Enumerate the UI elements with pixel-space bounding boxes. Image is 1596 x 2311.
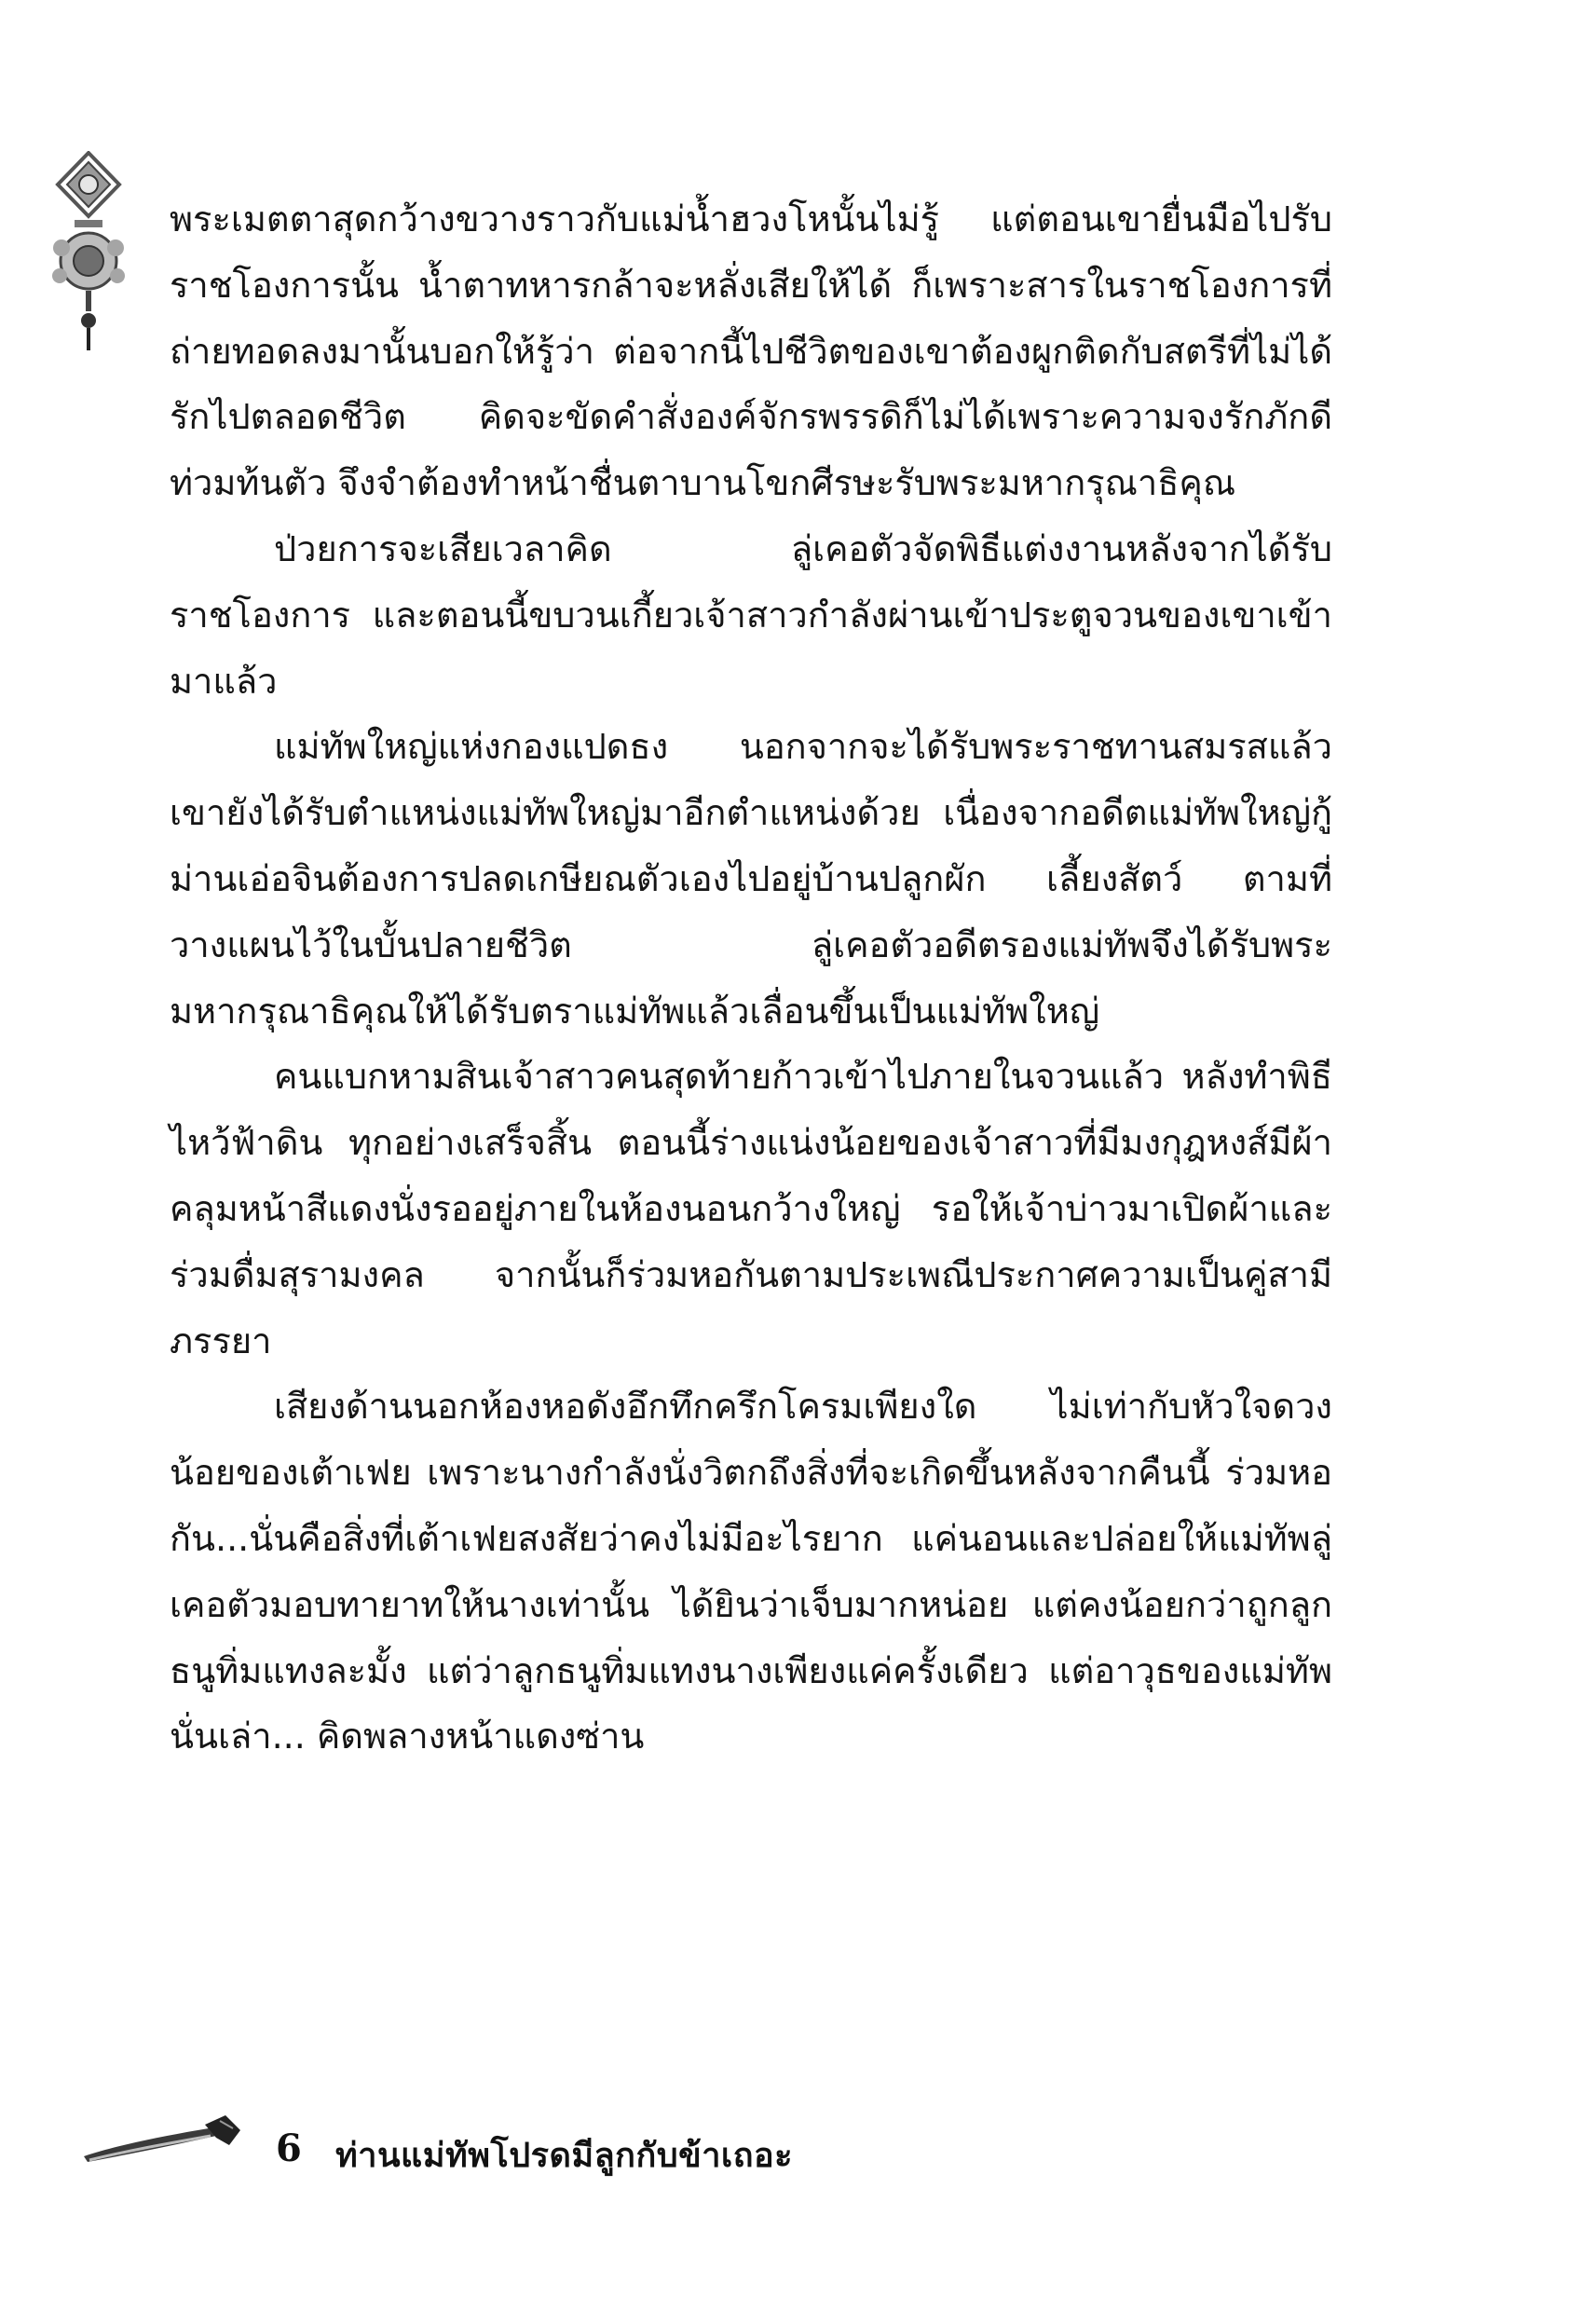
paragraph: ป่วยการจะเสียเวลาคิด ลู่เคอตัวจัดพิธีแต่งงานหลังจากได้รับราชโองการ และตอนนี้ขบวนเกี้ยวเจ้าสาวกำลังผ่านเข้าประตูจวนของเขาเข้ามาแล้ว [170,527,1332,702]
brush-stroke-icon [80,2108,244,2167]
paragraph: เสียงด้านนอกห้องหอดังอึกทึกครึกโครมเพียงใด ไม่เท่ากับหัวใจดวงน้อยของเต้าเฟย เพราะนางกำลังนั่งวิตกถึงสิ่งที่จะเกิดขึ้นหลังจากคืนนี้ ร่วมหอกัน...นั่นคือสิ่งที่เต้าเฟยสงสัยว่าคงไม่มีอะไรยาก แค่นอนและปล่อยให้แม่ทัพลู่เคอตัวมอบทายาทให้นางเท่านั้น ได้ยินว่าเจ็บมากหน่อย แต่คงน้อยกว่าถูกลูกธนูทิ่มแทงละมั้ง แต่ว่าลูกธนูทิ่มแทงนางเพียงแค่ครั้งเดียว แต่อาวุธของแม่ทัพนั่นเล่า... คิดพลางหน้าแดงซ่าน [170,1386,1332,1757]
book-title: ท่านแม่ทัพโปรดมีลูกกับข้าเถอะ [335,2136,793,2175]
paragraph: แม่ทัพใหญ่แห่งกองแปดธง นอกจากจะได้รับพระราชทานสมรสแล้ว เขายังได้รับตำแหน่งแม่ทัพใหญ่มาอีกตำแหน่งด้วย เนื่องจากอดีตแม่ทัพใหญ่กู้ม่านเอ่อจินต้องการปลดเกษียณตัวเองไปอยู่บ้านปลูกผัก เลี้ยงสัตว์ ตามที่วางแผนไว้ในบั้นปลายชีวิต ลู่เคอตัวอดีตรองแม่ทัพจึงได้รับพระมหากรุณาธิคุณให้ได้รับตราแม่ทัพแล้วเลื่อนขึ้นเป็นแม่ทัพใหญ่ [170,726,1332,1032]
body-text [170,186,1332,1770]
corner-ornament-icon [47,151,130,356]
paragraph: คนแบกหามสินเจ้าสาวคนสุดท้ายก้าวเข้าไปภายในจวนแล้ว หลังทำพิธีไหว้ฟ้าดิน ทุกอย่างเสร็จสิ้น ตอนนี้ร่างแน่งน้อยของเจ้าสาวที่มีมงกุฎหงส์มีผ้าคลุมหน้าสีแดงนั่งรออยู่ภายในห้องนอนกว้างใหญ่ รอให้เจ้าบ่าวมาเปิดผ้าและร่วมดื่มสุรามงคล จากนั้นก็ร่วมหอกันตามประเพณีประกาศความเป็นคู่สามีภรรยา [170,1056,1332,1361]
page-number: 6 [276,2126,302,2170]
paragraph: พระเมตตาสุดกว้างขวางราวกับแม่น้ำฮวงโหนั้นไม่รู้ แต่ตอนเขายื่นมือไปรับราชโองการนั้น น้ำตาทหารกล้าจะหลั่งเสียให้ได้ ก็เพราะสารในราชโองการที่ถ่ายทอดลงมานั้นบอกให้รู้ว่า ต่อจากนี้ไปชีวิตของเขาต้องผูกติดกับสตรีที่ไม่ได้รักไปตลอดชีวิต คิดจะขัดคำสั่งองค์จักรพรรดิก็ไม่ได้เพราะความจงรักภักดีท่วมท้นตัว จึงจำต้องทำหน้าชื่นตาบานโขกศีรษะรับพระมหากรุณาธิคุณ [170,198,1332,504]
